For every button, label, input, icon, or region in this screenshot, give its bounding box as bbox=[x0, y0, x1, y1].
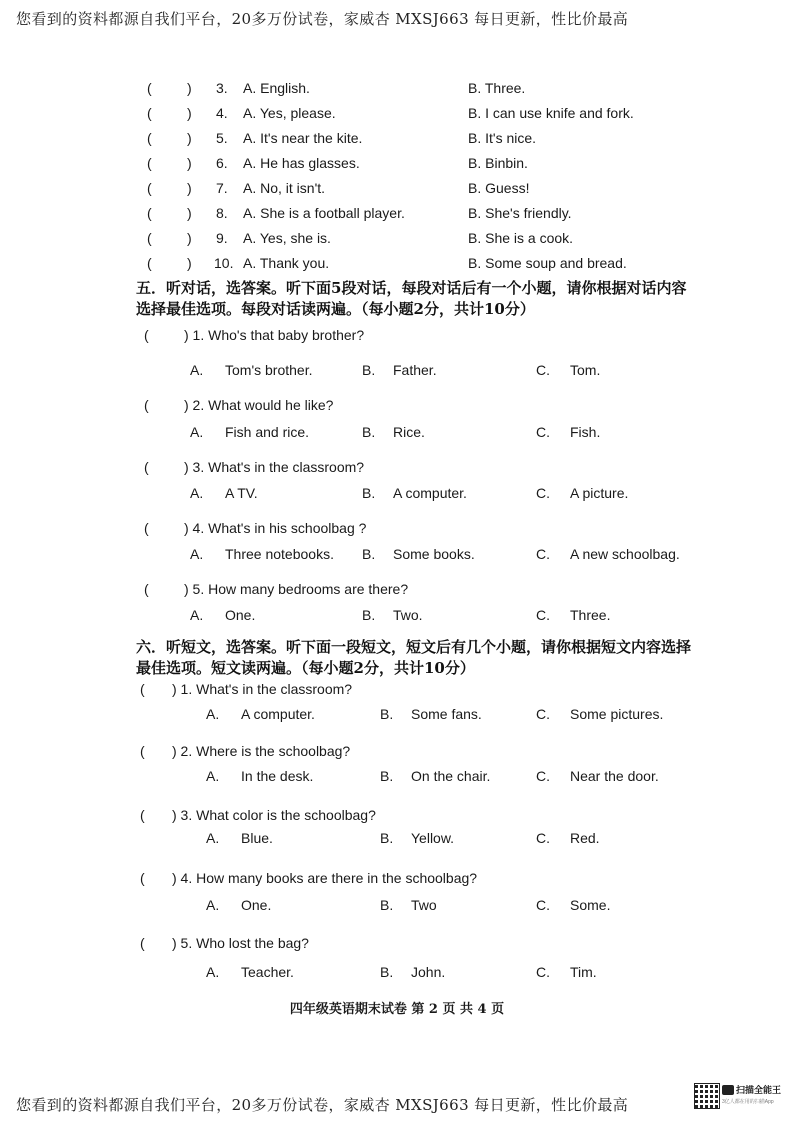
scanner-sublabel: 3亿人都在用的扫描App bbox=[722, 1099, 774, 1105]
qr-code-icon bbox=[694, 1083, 720, 1109]
question-text: ) 2. What would he like? bbox=[184, 397, 334, 413]
option-a: A. English. bbox=[243, 80, 310, 96]
question-number: 3. bbox=[216, 80, 228, 96]
option-letter: A. bbox=[206, 964, 220, 980]
option-b: B. It's nice. bbox=[468, 130, 537, 146]
option-letter: A. bbox=[206, 830, 220, 846]
option-text: Some books. bbox=[393, 546, 475, 562]
option-text: One. bbox=[241, 897, 272, 913]
answer-paren-open: ( bbox=[144, 581, 149, 597]
question-text: ) 1. What's in the classroom? bbox=[172, 681, 353, 697]
answer-paren-open: ( bbox=[140, 681, 145, 697]
part6-title-line1: 六．听短文，选答案。听下面一段短文，短文后有几个小题，请你根据短文内容选择 bbox=[136, 638, 692, 656]
option-text: Fish and rice. bbox=[225, 424, 310, 440]
question-number: 4. bbox=[216, 105, 228, 121]
answer-paren-open: ( bbox=[147, 230, 152, 246]
answer-paren-open: ( bbox=[140, 743, 145, 759]
option-letter: A. bbox=[190, 362, 204, 378]
question-text: ) 4. How many books are there in the schoolbag? bbox=[172, 870, 478, 886]
option-text: Two bbox=[411, 897, 437, 913]
answer-paren-open: ( bbox=[147, 105, 152, 121]
option-letter: B. bbox=[362, 485, 376, 501]
option-letter: A. bbox=[206, 706, 220, 722]
option-text: A new schoolbag. bbox=[570, 546, 680, 562]
question-text: ) 3. What's in the classroom? bbox=[184, 459, 365, 475]
option-text: Three. bbox=[570, 607, 611, 623]
option-text: Tom. bbox=[570, 362, 601, 378]
option-letter: B. bbox=[362, 546, 376, 562]
question-text: ) 3. What color is the schoolbag? bbox=[172, 807, 376, 823]
option-text: John. bbox=[411, 964, 446, 980]
option-letter: A. bbox=[190, 607, 204, 623]
option-b: B. Some soup and bread. bbox=[468, 255, 627, 271]
option-text: Some fans. bbox=[411, 706, 482, 722]
option-letter: B. bbox=[380, 897, 394, 913]
answer-paren-close: ) bbox=[187, 230, 192, 246]
answer-paren-open: ( bbox=[144, 397, 149, 413]
question-text: ) 2. Where is the schoolbag? bbox=[172, 743, 351, 759]
option-text: Three notebooks. bbox=[225, 546, 334, 562]
option-b: B. Binbin. bbox=[468, 155, 528, 171]
option-letter: C. bbox=[536, 897, 550, 913]
answer-paren-open: ( bbox=[147, 205, 152, 221]
option-b: B. She is a cook. bbox=[468, 230, 574, 246]
option-letter: C. bbox=[536, 607, 550, 623]
answer-paren-open: ( bbox=[140, 807, 145, 823]
option-letter: C. bbox=[536, 964, 550, 980]
option-letter: B. bbox=[380, 830, 394, 846]
question-number: 9. bbox=[216, 230, 228, 246]
option-text: Some. bbox=[570, 897, 611, 913]
question-text: ) 5. Who lost the bag? bbox=[172, 935, 309, 951]
option-b: B. She's friendly. bbox=[468, 205, 572, 221]
answer-paren-close: ) bbox=[187, 130, 192, 146]
question-text: ) 1. Who's that baby brother? bbox=[184, 327, 365, 343]
page-footer: 四年级英语期末试卷 第 2 页 共 4 页 bbox=[289, 1002, 505, 1017]
question-text: ) 4. What's in his schoolbag ? bbox=[184, 520, 367, 536]
answer-paren-open: ( bbox=[147, 130, 152, 146]
option-text: Red. bbox=[570, 830, 600, 846]
option-letter: A. bbox=[206, 897, 220, 913]
question-number: 8. bbox=[216, 205, 228, 221]
option-text: Yellow. bbox=[411, 830, 455, 846]
answer-paren-open: ( bbox=[144, 459, 149, 475]
option-a: A. Thank you. bbox=[243, 255, 330, 271]
option-letter: A. bbox=[190, 424, 204, 440]
option-text: A computer. bbox=[393, 485, 467, 501]
option-letter: C. bbox=[536, 424, 550, 440]
answer-paren-close: ) bbox=[187, 105, 192, 121]
part6-title-line2: 最佳选项。短文读两遍。（每小题2分，共计10分） bbox=[136, 659, 475, 677]
answer-paren-open: ( bbox=[140, 935, 145, 951]
question-number: 7. bbox=[216, 180, 228, 196]
answer-paren-close: ) bbox=[187, 255, 192, 271]
option-b: B. Three. bbox=[468, 80, 526, 96]
option-text: A TV. bbox=[225, 485, 258, 501]
option-a: A. Yes, she is. bbox=[243, 230, 331, 246]
option-letter: C. bbox=[536, 546, 550, 562]
top-banner: 您看到的资料都源自我们平台，20多万份试卷，家威杏 MXSJ663 每日更新，性比价最高 bbox=[16, 10, 629, 28]
option-letter: A. bbox=[190, 485, 204, 501]
option-letter: C. bbox=[536, 706, 550, 722]
option-text: A picture. bbox=[570, 485, 629, 501]
option-text: Near the door. bbox=[570, 768, 659, 784]
option-text: Some pictures. bbox=[570, 706, 664, 722]
scanner-watermark bbox=[694, 1083, 784, 1113]
part5-title-line1: 五．听对话，选答案。听下面5段对话，每段对话后有一个小题，请你根据对话内容 bbox=[136, 279, 687, 297]
answer-paren-open: ( bbox=[144, 327, 149, 343]
option-a: A. Yes, please. bbox=[243, 105, 336, 121]
part6-title bbox=[136, 637, 736, 679]
option-letter: C. bbox=[536, 362, 550, 378]
answer-paren-close: ) bbox=[187, 155, 192, 171]
option-text: Fish. bbox=[570, 424, 601, 440]
option-b: B. I can use knife and fork. bbox=[468, 105, 634, 121]
answer-paren-close: ) bbox=[187, 205, 192, 221]
option-text: A computer. bbox=[241, 706, 315, 722]
option-text: Tim. bbox=[570, 964, 597, 980]
option-text: Tom's brother. bbox=[225, 362, 313, 378]
option-a: A. No, it isn't. bbox=[243, 180, 326, 196]
option-text: Rice. bbox=[393, 424, 425, 440]
option-text: Father. bbox=[393, 362, 437, 378]
scanner-label: 扫描全能王 bbox=[736, 1085, 782, 1095]
option-letter: B. bbox=[362, 362, 376, 378]
question-text: ) 5. How many bedrooms are there? bbox=[184, 581, 409, 597]
part5-title-line2: 选择最佳选项。每段对话读两遍。（每小题2分，共计10分） bbox=[136, 300, 535, 318]
answer-paren-open: ( bbox=[147, 255, 152, 271]
question-number: 5. bbox=[216, 130, 228, 146]
answer-paren-close: ) bbox=[187, 80, 192, 96]
option-text: Teacher. bbox=[241, 964, 294, 980]
answer-paren-open: ( bbox=[144, 520, 149, 536]
option-text: Two. bbox=[393, 607, 423, 623]
answer-paren-open: ( bbox=[147, 80, 152, 96]
answer-paren-open: ( bbox=[140, 870, 145, 886]
question-number: 6. bbox=[216, 155, 228, 171]
scanner-badge-icon bbox=[722, 1085, 734, 1095]
option-text: In the desk. bbox=[241, 768, 314, 784]
option-letter: B. bbox=[362, 424, 376, 440]
option-a: A. He has glasses. bbox=[243, 155, 360, 171]
bottom-banner: 您看到的资料都源自我们平台，20多万份试卷，家威杏 MXSJ663 每日更新，性比价最高 bbox=[16, 1096, 629, 1114]
option-text: Blue. bbox=[241, 830, 273, 846]
answer-paren-close: ) bbox=[187, 180, 192, 196]
option-letter: A. bbox=[190, 546, 204, 562]
question-number: 10. bbox=[214, 255, 234, 271]
option-a: A. She is a football player. bbox=[243, 205, 405, 221]
option-letter: B. bbox=[380, 706, 394, 722]
part5-title bbox=[136, 278, 736, 320]
option-letter: C. bbox=[536, 768, 550, 784]
option-text: On the chair. bbox=[411, 768, 491, 784]
answer-paren-open: ( bbox=[147, 180, 152, 196]
option-letter: A. bbox=[206, 768, 220, 784]
option-letter: B. bbox=[362, 607, 376, 623]
answer-paren-open: ( bbox=[147, 155, 152, 171]
option-b: B. Guess! bbox=[468, 180, 530, 196]
option-text: One. bbox=[225, 607, 256, 623]
option-letter: C. bbox=[536, 485, 550, 501]
option-letter: B. bbox=[380, 964, 394, 980]
option-a: A. It's near the kite. bbox=[243, 130, 363, 146]
option-letter: B. bbox=[380, 768, 394, 784]
option-letter: C. bbox=[536, 830, 550, 846]
